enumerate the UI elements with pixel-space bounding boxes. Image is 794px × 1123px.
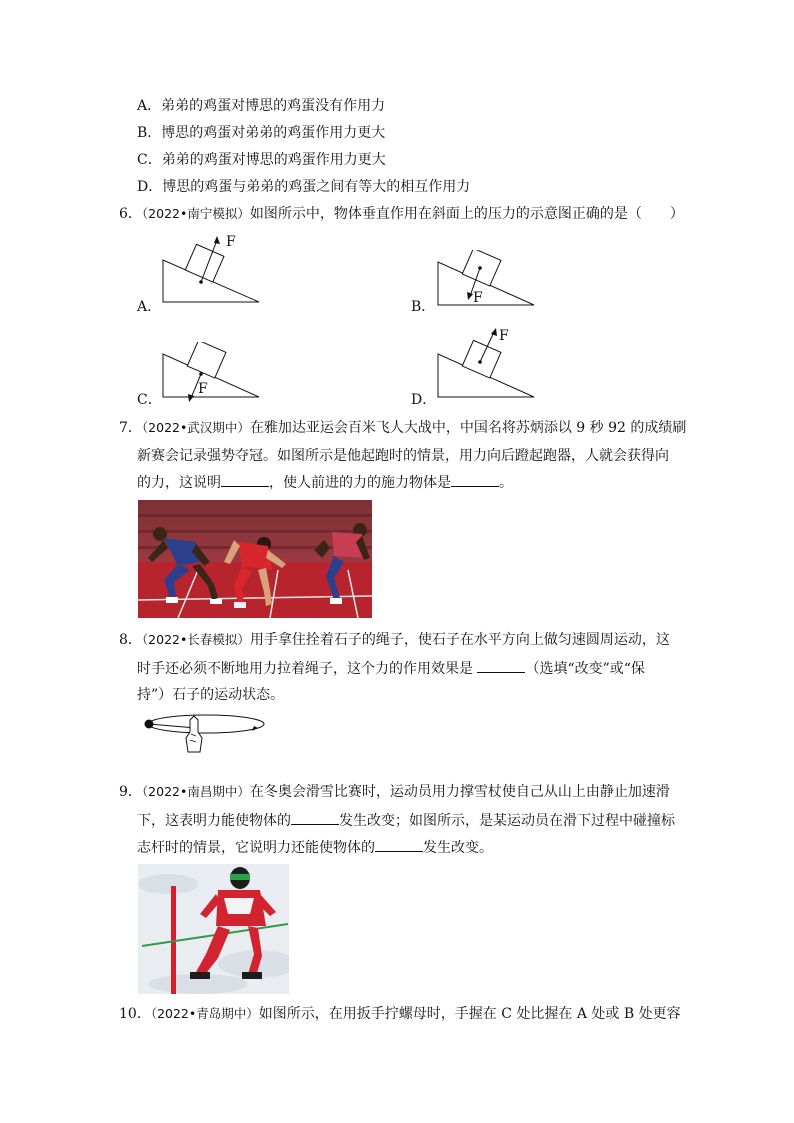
option-label-b: B． (411, 299, 436, 315)
question-10 (119, 1004, 681, 1024)
option-label-d: D． (411, 392, 437, 408)
question-source: （2022•南宁模拟） (141, 206, 250, 221)
question-9-line2 (137, 810, 675, 831)
text-span: 时手还必须不断地用力拉着绳子，这个力的作用效果是 (137, 661, 478, 677)
sprint-start-photo (138, 500, 372, 618)
question-text: 如图所示中，物体垂直作用在斜面上的压力的示意图正确的是（ ） (249, 206, 684, 222)
text-span: ，使人前进的力的施力物体是 (269, 475, 451, 491)
option-d: D．博思的鸡蛋与弟弟的鸡蛋之间有等大的相互作用力 (137, 179, 471, 195)
question-7-line3 (137, 472, 513, 493)
option-label-a: A． (137, 299, 162, 315)
question-source: （2022•长春模拟） (141, 632, 250, 647)
text-span: 发生改变；如图所示，是某运动员在滑下过程中碰撞标 (339, 813, 675, 829)
question-9-line3 (137, 837, 493, 858)
question-source: （2022•南昌期中） (141, 784, 250, 799)
figure-option-b (430, 250, 540, 310)
figure-option-c (155, 342, 265, 404)
text-span: 志杆时的情景，它说明力还能使物体的 (137, 840, 375, 856)
question-text: 在雅加达亚运会百米飞人大战中，中国名将苏炳添以 9 秒 92 的成绩刷 (249, 420, 687, 436)
option-a: A．弟弟的鸡蛋对博思的鸡蛋没有作用力 (137, 98, 386, 114)
answer-blank[interactable] (221, 472, 269, 487)
force-label: F (226, 234, 236, 250)
skier-photo (138, 864, 289, 994)
question-8-line2 (137, 658, 645, 679)
question-9 (119, 782, 670, 802)
text-span: （选填“改变”或“保 (525, 661, 645, 677)
question-number: 8． (119, 632, 142, 648)
stone-circular-motion-figure (138, 712, 274, 754)
force-label: F (473, 290, 483, 306)
option-label-c: C． (137, 392, 162, 408)
text-span: 的力，这说明 (137, 475, 221, 491)
force-label: F (499, 328, 509, 344)
question-source: （2022•武汉期中） (141, 420, 250, 435)
force-label: F (198, 381, 208, 397)
answer-blank[interactable] (451, 472, 499, 487)
answer-blank[interactable] (375, 837, 423, 852)
question-number: 9． (119, 784, 142, 800)
option-c: C．弟弟的鸡蛋对博思的鸡蛋作用力更大 (137, 152, 386, 168)
question-number: 7． (119, 420, 142, 436)
question-text: 如图所示，在用扳手拧螺母时，手握在 C 处比握在 A 处或 B 处更容 (258, 1006, 681, 1022)
question-7-line2: 新赛会记录强势夺冠。如图所示是他起跑时的情景，用力向后蹬起跑器，人就会获得向 (137, 448, 669, 464)
question-6 (119, 204, 684, 224)
text-span: 。 (499, 475, 513, 491)
question-text: 在冬奥会滑雪比赛时，运动员用力撑雪杖使自己从山上由静止加速滑 (249, 784, 670, 800)
question-text: 用手拿住拴着石子的绳子，使石子在水平方向上做匀速圆周运动，这 (249, 632, 670, 648)
question-8-line3: 持”）石子的运动状态。 (137, 687, 285, 703)
answer-blank[interactable] (291, 810, 339, 825)
text-span: 发生改变。 (423, 840, 493, 856)
figure-option-d (430, 322, 540, 404)
answer-blank[interactable] (477, 658, 525, 673)
question-number: 10． (119, 1006, 151, 1022)
question-8 (119, 630, 670, 650)
question-number: 6． (119, 206, 142, 222)
question-7 (119, 418, 686, 438)
option-b: B．博思的鸡蛋对弟弟的鸡蛋作用力更大 (137, 125, 386, 141)
question-source: （2022•青岛期中） (150, 1006, 259, 1021)
figure-option-a (155, 230, 265, 310)
text-span: 下，这表明力能使物体的 (137, 813, 291, 829)
